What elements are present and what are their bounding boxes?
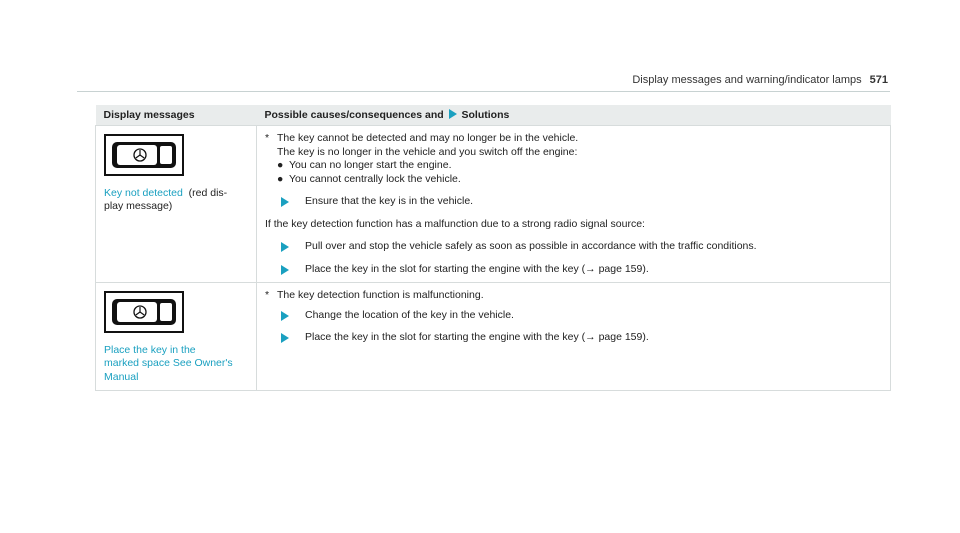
solution-cell [257,283,891,391]
solution-step [265,263,882,277]
message-cell [96,283,257,391]
list-item-text: You can no longer start the engine. [289,159,452,171]
header-divider [77,91,890,92]
asterisk: * [265,132,270,144]
page-number: 571 [869,74,888,86]
condition-text: If the key detection function has a malfunction due to a strong radio signal source: [265,217,645,230]
table-row [96,126,891,283]
display-messages-table [95,105,891,391]
section-title: Display messages and warning/indicator lamps [632,74,862,86]
solution-step [265,195,882,209]
step-text: Pull over and stop the vehicle safely as soon as possible in accordance with the traffic conditions. [305,240,757,252]
arrow-icon [281,242,289,252]
key-icon [104,134,184,176]
message-text: Manual [104,370,139,383]
display-message [104,187,248,201]
asterisk: * [265,289,270,301]
cause-text: The key detection function is malfunctioning. [277,289,484,301]
cause-text: The key cannot be detected and may no longer be in the vehicle. [277,132,579,144]
solution-step [265,240,882,254]
arrow-icon [281,197,289,207]
solution-step [265,331,882,345]
solution-step [265,309,882,323]
table-row [96,283,891,391]
list-item-text: You cannot centrally lock the vehicle. [289,172,461,185]
bullet-icon: ● [277,159,284,171]
step-text: Place the key in the slot for starting the engine with the key (→ page 159). [305,331,649,343]
message-text: Place the key in the [104,343,196,356]
arrow-icon [281,333,289,343]
page-header [632,74,888,86]
message-cell [96,126,257,283]
step-text: Change the location of the key in the vehicle. [305,308,514,321]
step-text: Place the key in the slot for starting the engine with the key (→ page 159). [305,262,649,275]
table-header-row [96,105,891,126]
cause-text-2: The key is no longer in the vehicle and you switch off the engine: [277,145,578,158]
solution-cell [257,126,891,283]
col-header-solutions-label: Solutions [461,109,510,121]
message-suffix-2: play message) [104,200,173,212]
col-header-display-messages: Display messages [96,105,257,126]
message-text: Key not detected [104,186,183,199]
arrow-icon [281,265,289,275]
key-icon [104,291,184,333]
arrow-icon [449,109,457,119]
message-suffix: (red dis- [188,186,228,199]
step-text: Ensure that the key is in the vehicle. [305,195,474,207]
list-item [265,173,882,187]
col-header-solutions [257,105,891,126]
list-item [265,159,882,173]
col-header-causes: Possible causes/consequences and [264,109,444,121]
message-text: marked space See Owner's [104,357,233,369]
bullet-icon: ● [277,172,284,185]
arrow-icon [281,311,289,321]
